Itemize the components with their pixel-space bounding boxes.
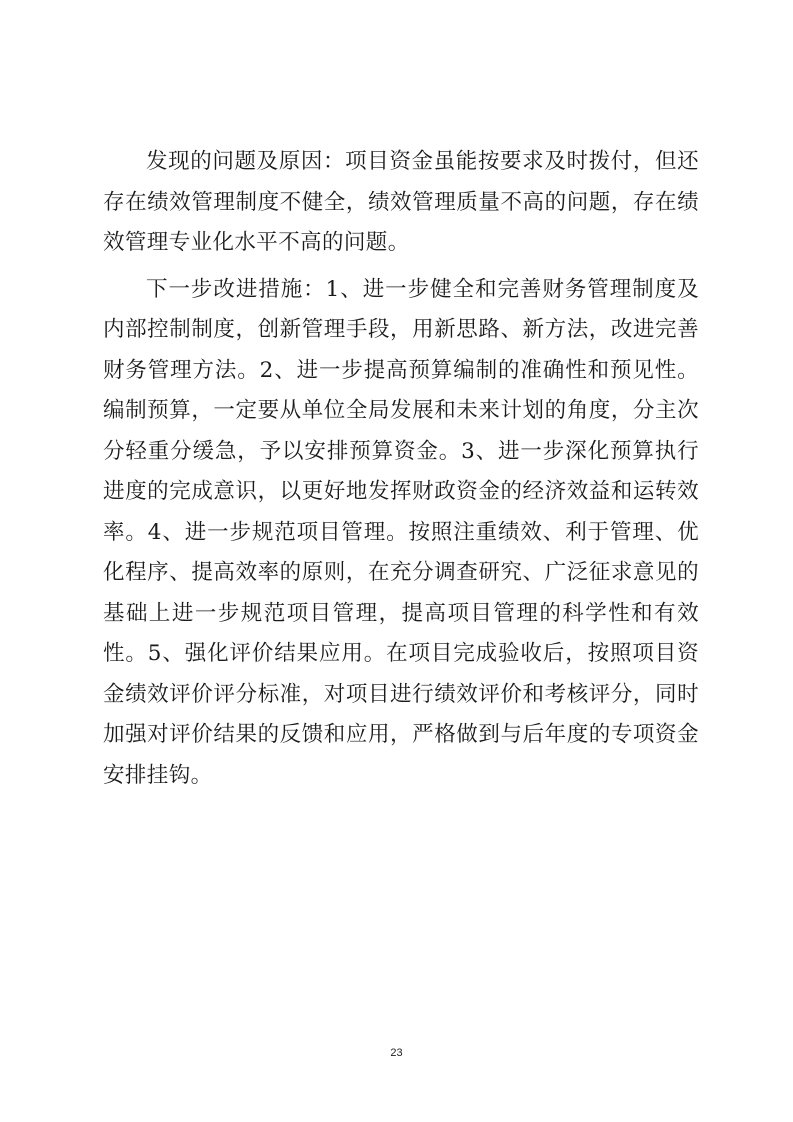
paragraph-problems-causes: 发现的问题及原因：项目资金虽能按要求及时拨付，但还存在绩效管理制度不健全，绩效管理质量不高的问题，存在绩效管理专业化水平不高的问题。 <box>103 149 699 255</box>
paragraph-improvement-measures: 下一步改进措施：1、进一步健全和完善财务管理制度及内部控制制度，创新管理手段，用新思路、新方法，改进完善财务管理方法。2、进一步提高预算编制的准确性和预见性。编制预算，一定要从单位全局发展和未来计划的角度，分主次分轻重分缓急，予以安排预算资金。3、进一步深化预算执行进度的完成意识，以更好地发挥财政资金的经济效益和运转效率。4、进一步规范项目管理。按照注重绩效、利于管理、优化程序、提高效率的原则，在充分调查研究、广泛征求意见的基础上进一步规范项目管理，提高项目管理的科学性和有效性。5、强化评价结果应用。在项目完成验收后，按照项目资金绩效评价评分标准，对项目进行绩效评价和考核评分，同时加强对评价结果的反馈和应用，严格做到与后年度的专项资金安排挂钩。 <box>103 276 699 788</box>
page-number: 23 <box>390 1047 403 1059</box>
document-body <box>103 142 699 802</box>
